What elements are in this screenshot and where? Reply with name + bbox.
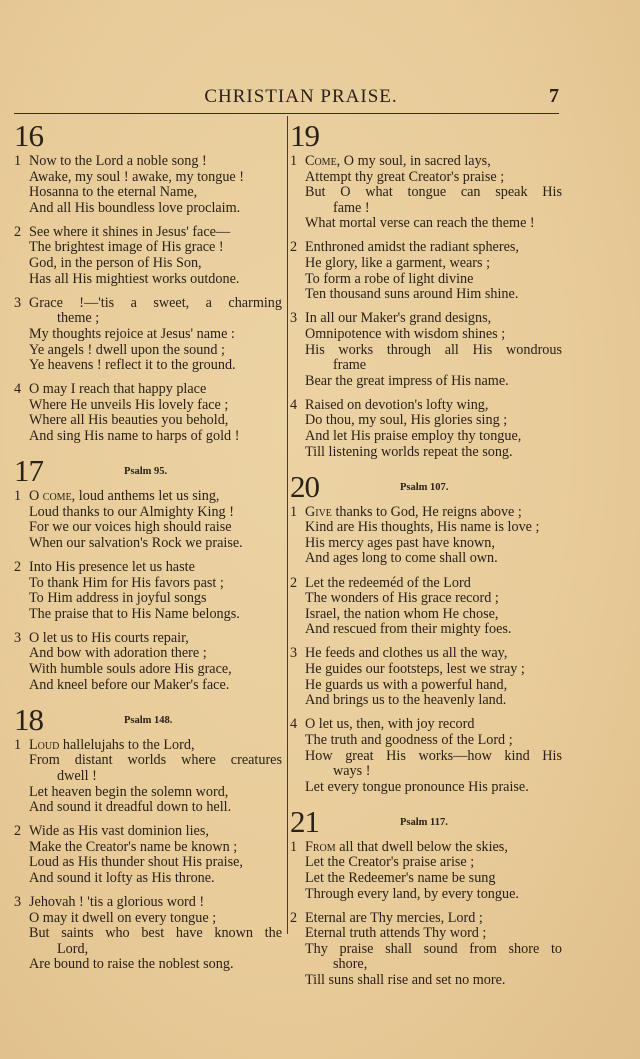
verse-text: God, in the person of His Son, — [29, 255, 202, 272]
stanza — [290, 398, 562, 460]
verse-line — [14, 520, 282, 536]
left-column — [14, 118, 282, 982]
verse-line — [14, 505, 282, 521]
verse-text: O may I reach that happy place — [29, 381, 207, 398]
verse-text: But saints who best have known the — [29, 925, 282, 942]
verse-text: Bear the great impress of His name. — [305, 372, 509, 389]
stanza — [14, 631, 282, 693]
verse-line — [290, 607, 562, 623]
verse-line — [14, 429, 282, 445]
verse-text: Hosanna to the eternal Name, — [29, 184, 198, 201]
verse-line — [290, 622, 562, 638]
hymn-16 — [14, 118, 282, 445]
verse-line — [290, 646, 562, 662]
hymn-19 — [290, 118, 562, 460]
stanza — [14, 382, 282, 444]
hymn-source: Psalm 117. — [400, 816, 448, 828]
stanza-number: 2 — [290, 239, 298, 256]
verse-text: The truth and goodness of the Lord ; — [305, 731, 513, 748]
hymn-17 — [14, 453, 282, 693]
running-title: CHRISTIAN PRAISE. — [204, 86, 398, 107]
stanza — [14, 895, 282, 973]
verse-text: But O what tongue can speak His — [305, 184, 562, 201]
verse-text: Jehovah ! 'tis a glorious word ! — [29, 894, 205, 911]
verse-text: Eternal are Thy mercies, Lord ; — [305, 909, 483, 926]
verse-line — [14, 225, 282, 241]
stanza — [14, 560, 282, 622]
verse-line — [14, 911, 282, 927]
verse-text: Let heaven begin the solemn word, — [29, 783, 229, 800]
verse-text: Israel, the nation whom He chose, — [305, 605, 499, 622]
stanza-number: 2 — [14, 558, 22, 575]
verse-text: He guards us with a powerful hand, — [305, 676, 508, 693]
verse-line — [290, 957, 562, 973]
verse-text: And sound it dreadful down to hell. — [29, 799, 232, 816]
verse-line — [14, 800, 282, 816]
verse-text: Eternal truth attends Thy word ; — [305, 925, 487, 942]
verse-line — [290, 445, 562, 461]
hymn-source: Psalm 95. — [124, 466, 168, 478]
verse-line — [14, 840, 282, 856]
hymn-number: 18 — [14, 701, 43, 737]
verse-text: Wide as His vast dominion lies, — [29, 823, 209, 840]
verse-line — [14, 957, 282, 973]
stanza-number: 4 — [290, 716, 298, 733]
verse-line — [14, 185, 282, 201]
verse-text: With humble souls adore His grace, — [29, 661, 232, 678]
verse-line — [290, 973, 562, 989]
stanza — [290, 311, 562, 389]
verse-text: And let His praise employ thy tongue, — [305, 428, 522, 444]
verse-text: fame ! — [333, 199, 370, 216]
stanza-number: 4 — [14, 381, 22, 398]
verse-text: shore, — [333, 956, 368, 973]
verse-text: The brightest image of His grace ! — [29, 239, 224, 256]
small-caps-lead: Loud — [29, 736, 60, 753]
stanza — [290, 240, 562, 302]
verse-text: hallelujahs to the Lord, — [59, 736, 195, 753]
stanza-number: 1 — [290, 153, 298, 169]
hymn-number: 20 — [290, 468, 319, 504]
verse-text: Where He unveils His lovely face ; — [29, 396, 229, 413]
verse-text: My thoughts rejoice at Jesus' name : — [29, 325, 235, 342]
stanza — [14, 824, 282, 886]
verse-text: See where it shines in Jesus' face— — [29, 223, 231, 240]
verse-text: Let the Creator's praise arise ; — [305, 854, 475, 871]
hymn-heading — [14, 453, 282, 489]
verse-text: And brings us to the heavenly land. — [305, 692, 507, 709]
verse-line — [14, 311, 282, 327]
stanza — [14, 296, 282, 374]
hymn-source: Psalm 107. — [400, 481, 449, 493]
verse-text: He glory, like a garment, wears ; — [305, 255, 491, 272]
small-caps-lead: Give — [305, 503, 332, 520]
verse-line — [14, 631, 282, 647]
verse-text: loud anthems let us sing, — [75, 488, 220, 505]
verse-line — [14, 576, 282, 592]
verse-line — [14, 343, 282, 359]
verse-text: In all our Maker's grand designs, — [305, 310, 492, 327]
verse-text: Kind are His thoughts, His name is love ; — [305, 519, 540, 536]
verse-text: For we our voices high should raise — [29, 519, 232, 536]
verse-line — [290, 287, 562, 303]
verse-text: Thy praise shall sound from shore to — [305, 940, 562, 957]
verse-text: Where all His beauties you behold, — [29, 412, 229, 429]
verse-line — [290, 520, 562, 536]
verse-line — [14, 678, 282, 694]
verse-text: Are bound to raise the noblest song. — [29, 956, 234, 973]
verse-line — [14, 769, 282, 785]
small-caps-lead: O come, — [29, 488, 76, 505]
verse-line — [14, 738, 282, 754]
verse-line — [290, 576, 562, 592]
verse-line — [14, 240, 282, 256]
verse-text: And kneel before our Maker's face. — [29, 676, 230, 693]
verse-line — [290, 343, 562, 359]
verse-text: Till suns shall rise and set no more. — [305, 972, 506, 989]
verse-line — [290, 591, 562, 607]
stanza — [14, 489, 282, 551]
verse-text: Raised on devotion's lofty wing, — [305, 396, 489, 413]
verse-line — [14, 646, 282, 662]
verse-text: And all His boundless love proclaim. — [29, 199, 241, 216]
verse-line — [14, 489, 282, 505]
verse-text: The praise that to His Name belongs. — [29, 605, 240, 622]
verse-line — [14, 871, 282, 887]
verse-line — [290, 505, 562, 521]
hymn-heading — [290, 469, 562, 505]
verse-text: Do thou, my soul, His glories sing ; — [305, 412, 508, 429]
verse-line — [14, 398, 282, 414]
verse-text: Till listening worlds repeat the song. — [305, 443, 513, 460]
stanza-number: 3 — [290, 645, 298, 662]
hymn-heading — [14, 118, 282, 154]
verse-line — [14, 358, 282, 374]
verse-line — [290, 911, 562, 927]
hymn-number: 21 — [290, 803, 319, 839]
verse-line — [14, 536, 282, 552]
verse-text: Loud thanks to our Almighty King ! — [29, 503, 234, 520]
verse-text: thanks to God, He reigns above ; — [331, 503, 522, 520]
verse-line — [290, 662, 562, 678]
verse-line — [290, 926, 562, 942]
verse-text: He feeds and clothes us all the way, — [305, 645, 508, 662]
verse-line — [14, 413, 282, 429]
verse-line — [290, 256, 562, 272]
verse-line — [290, 551, 562, 567]
verse-line — [290, 693, 562, 709]
verse-line — [14, 327, 282, 343]
verse-text: Ten thousand suns around Him shine. — [305, 286, 519, 303]
verse-line — [14, 942, 282, 958]
verse-text: To Him address in joyful songs — [29, 590, 207, 607]
verse-line — [290, 429, 562, 445]
verse-text: From distant worlds where creatures — [29, 752, 282, 769]
hymn-number: 16 — [14, 118, 43, 153]
verse-text: Into His presence let us haste — [29, 558, 195, 575]
verse-line — [290, 536, 562, 552]
running-header — [14, 84, 559, 112]
right-column — [290, 118, 562, 997]
verse-line — [290, 398, 562, 414]
verse-text: Make the Creator's name be known ; — [29, 838, 238, 855]
stanza-number: 1 — [290, 503, 298, 520]
hymn-number: 19 — [290, 118, 319, 153]
verse-text: frame — [333, 357, 367, 374]
verse-line — [290, 216, 562, 232]
verse-text: Through every land, by every tongue. — [305, 885, 519, 902]
verse-line — [290, 170, 562, 186]
verse-text: O let us, then, with joy record — [305, 716, 475, 733]
verse-line — [14, 591, 282, 607]
verse-text: Grace !—'tis a sweet, a charming — [29, 294, 282, 311]
stanza-number: 1 — [14, 153, 22, 169]
verse-text: And ages long to come shall own. — [305, 550, 498, 567]
verse-line — [14, 662, 282, 678]
stanza-number: 2 — [14, 823, 22, 840]
verse-line — [14, 607, 282, 623]
stanza — [290, 717, 562, 795]
stanza — [290, 646, 562, 708]
verse-text: To thank Him for His favors past ; — [29, 574, 224, 591]
verse-text: To form a robe of light divine — [305, 270, 474, 287]
hymn-heading — [290, 804, 562, 840]
stanza — [290, 911, 562, 989]
verse-line — [290, 327, 562, 343]
verse-text: Ye angels ! dwell upon the sound ; — [29, 341, 225, 358]
stanza-number: 3 — [14, 894, 22, 911]
verse-text: And bow with adoration there ; — [29, 645, 207, 662]
verse-line — [290, 733, 562, 749]
verse-line — [290, 358, 562, 374]
small-caps-lead: Come, — [305, 153, 341, 169]
verse-line — [14, 154, 282, 170]
verse-line — [14, 296, 282, 312]
verse-text: Now to the Lord a noble song ! — [29, 153, 207, 169]
header-rule — [14, 113, 559, 114]
verse-line — [14, 256, 282, 272]
stanza-number: 3 — [14, 629, 22, 646]
verse-text: He guides our footsteps, lest we stray ; — [305, 661, 525, 678]
verse-text: Enthroned amidst the radiant spheres, — [305, 239, 519, 256]
stanza — [290, 840, 562, 902]
verse-text: dwell ! — [57, 767, 97, 784]
stanza — [14, 738, 282, 816]
verse-line — [290, 185, 562, 201]
verse-line — [290, 374, 562, 390]
hymn-heading — [14, 702, 282, 738]
stanza-number: 2 — [290, 909, 298, 926]
stanza-number: 3 — [290, 310, 298, 327]
hymn-21 — [290, 804, 562, 989]
stanza-number: 3 — [14, 294, 22, 311]
verse-line — [14, 753, 282, 769]
verse-text: Omnipotence with wisdom shines ; — [305, 325, 506, 342]
verse-text: Let the redeeméd of the Lord — [305, 574, 471, 591]
stanza-number: 1 — [14, 736, 22, 753]
verse-line — [290, 887, 562, 903]
verse-text: Loud as His thunder shout His praise, — [29, 854, 243, 871]
stanza — [290, 576, 562, 638]
verse-line — [290, 749, 562, 765]
verse-text: And sound it lofty as His throne. — [29, 869, 215, 886]
verse-text: What mortal verse can reach the theme ! — [305, 215, 535, 232]
verse-text: O let us to His courts repair, — [29, 629, 189, 646]
hymn-number: 17 — [14, 453, 43, 489]
verse-text: theme ; — [57, 310, 100, 327]
verse-text: O my soul, in sacred lays, — [340, 153, 491, 169]
verse-line — [290, 780, 562, 796]
verse-text: When our salvation's Rock we praise. — [29, 534, 243, 551]
verse-line — [14, 382, 282, 398]
verse-text: all that dwell below the skies, — [335, 838, 508, 855]
stanza — [290, 154, 562, 232]
hymn-source: Psalm 148. — [124, 714, 173, 726]
hymn-18 — [14, 702, 282, 973]
verse-line — [14, 560, 282, 576]
verse-line — [14, 170, 282, 186]
verse-line — [290, 840, 562, 856]
verse-line — [14, 272, 282, 288]
verse-text: Let the Redeemer's name be sung — [305, 869, 496, 886]
verse-line — [14, 824, 282, 840]
verse-text: His works through all His wondrous — [305, 341, 562, 358]
stanza — [14, 154, 282, 216]
hymn-heading — [290, 118, 562, 154]
verse-text: And sing His name to harps of gold ! — [29, 428, 240, 444]
stanza — [290, 505, 562, 567]
verse-line — [290, 871, 562, 887]
verse-line — [290, 717, 562, 733]
verse-line — [290, 413, 562, 429]
verse-text: Let every tongue pronounce His praise. — [305, 778, 529, 795]
verse-text: And rescued from their mighty foes. — [305, 621, 512, 638]
verse-line — [290, 678, 562, 694]
stanza-number: 2 — [290, 574, 298, 591]
verse-line — [14, 201, 282, 217]
verse-text: O may it dwell on every tongue ; — [29, 909, 217, 926]
verse-line — [290, 240, 562, 256]
stanza-number: 2 — [14, 223, 22, 240]
verse-text: Ye heavens ! reflect it to the ground. — [29, 357, 236, 374]
column-divider — [287, 116, 288, 934]
verse-text: His mercy ages past have known, — [305, 534, 495, 551]
verse-line — [14, 855, 282, 871]
page-number: 7 — [549, 85, 559, 107]
verse-line — [290, 764, 562, 780]
stanza — [14, 225, 282, 287]
verse-line — [290, 272, 562, 288]
stanza-number: 1 — [14, 488, 22, 505]
hymn-20 — [290, 469, 562, 796]
verse-line — [290, 311, 562, 327]
verse-line — [290, 855, 562, 871]
verse-line — [290, 201, 562, 217]
stanza-number: 1 — [290, 838, 298, 855]
verse-text: Awake, my soul ! awake, my tongue ! — [29, 168, 245, 185]
verse-line — [290, 942, 562, 958]
verse-text: Has all His mightiest works outdone. — [29, 270, 240, 287]
verse-text: The wonders of His grace record ; — [305, 590, 499, 607]
verse-text: How great His works—how kind His — [305, 747, 562, 764]
verse-line — [14, 785, 282, 801]
verse-line — [14, 926, 282, 942]
verse-text: ways ! — [333, 763, 371, 780]
verse-text: Attempt thy great Creator's praise ; — [305, 168, 505, 185]
verse-text: Lord, — [57, 940, 89, 957]
verse-line — [290, 154, 562, 170]
verse-line — [14, 895, 282, 911]
stanza-number: 4 — [290, 396, 298, 413]
small-caps-lead: From — [305, 838, 336, 855]
